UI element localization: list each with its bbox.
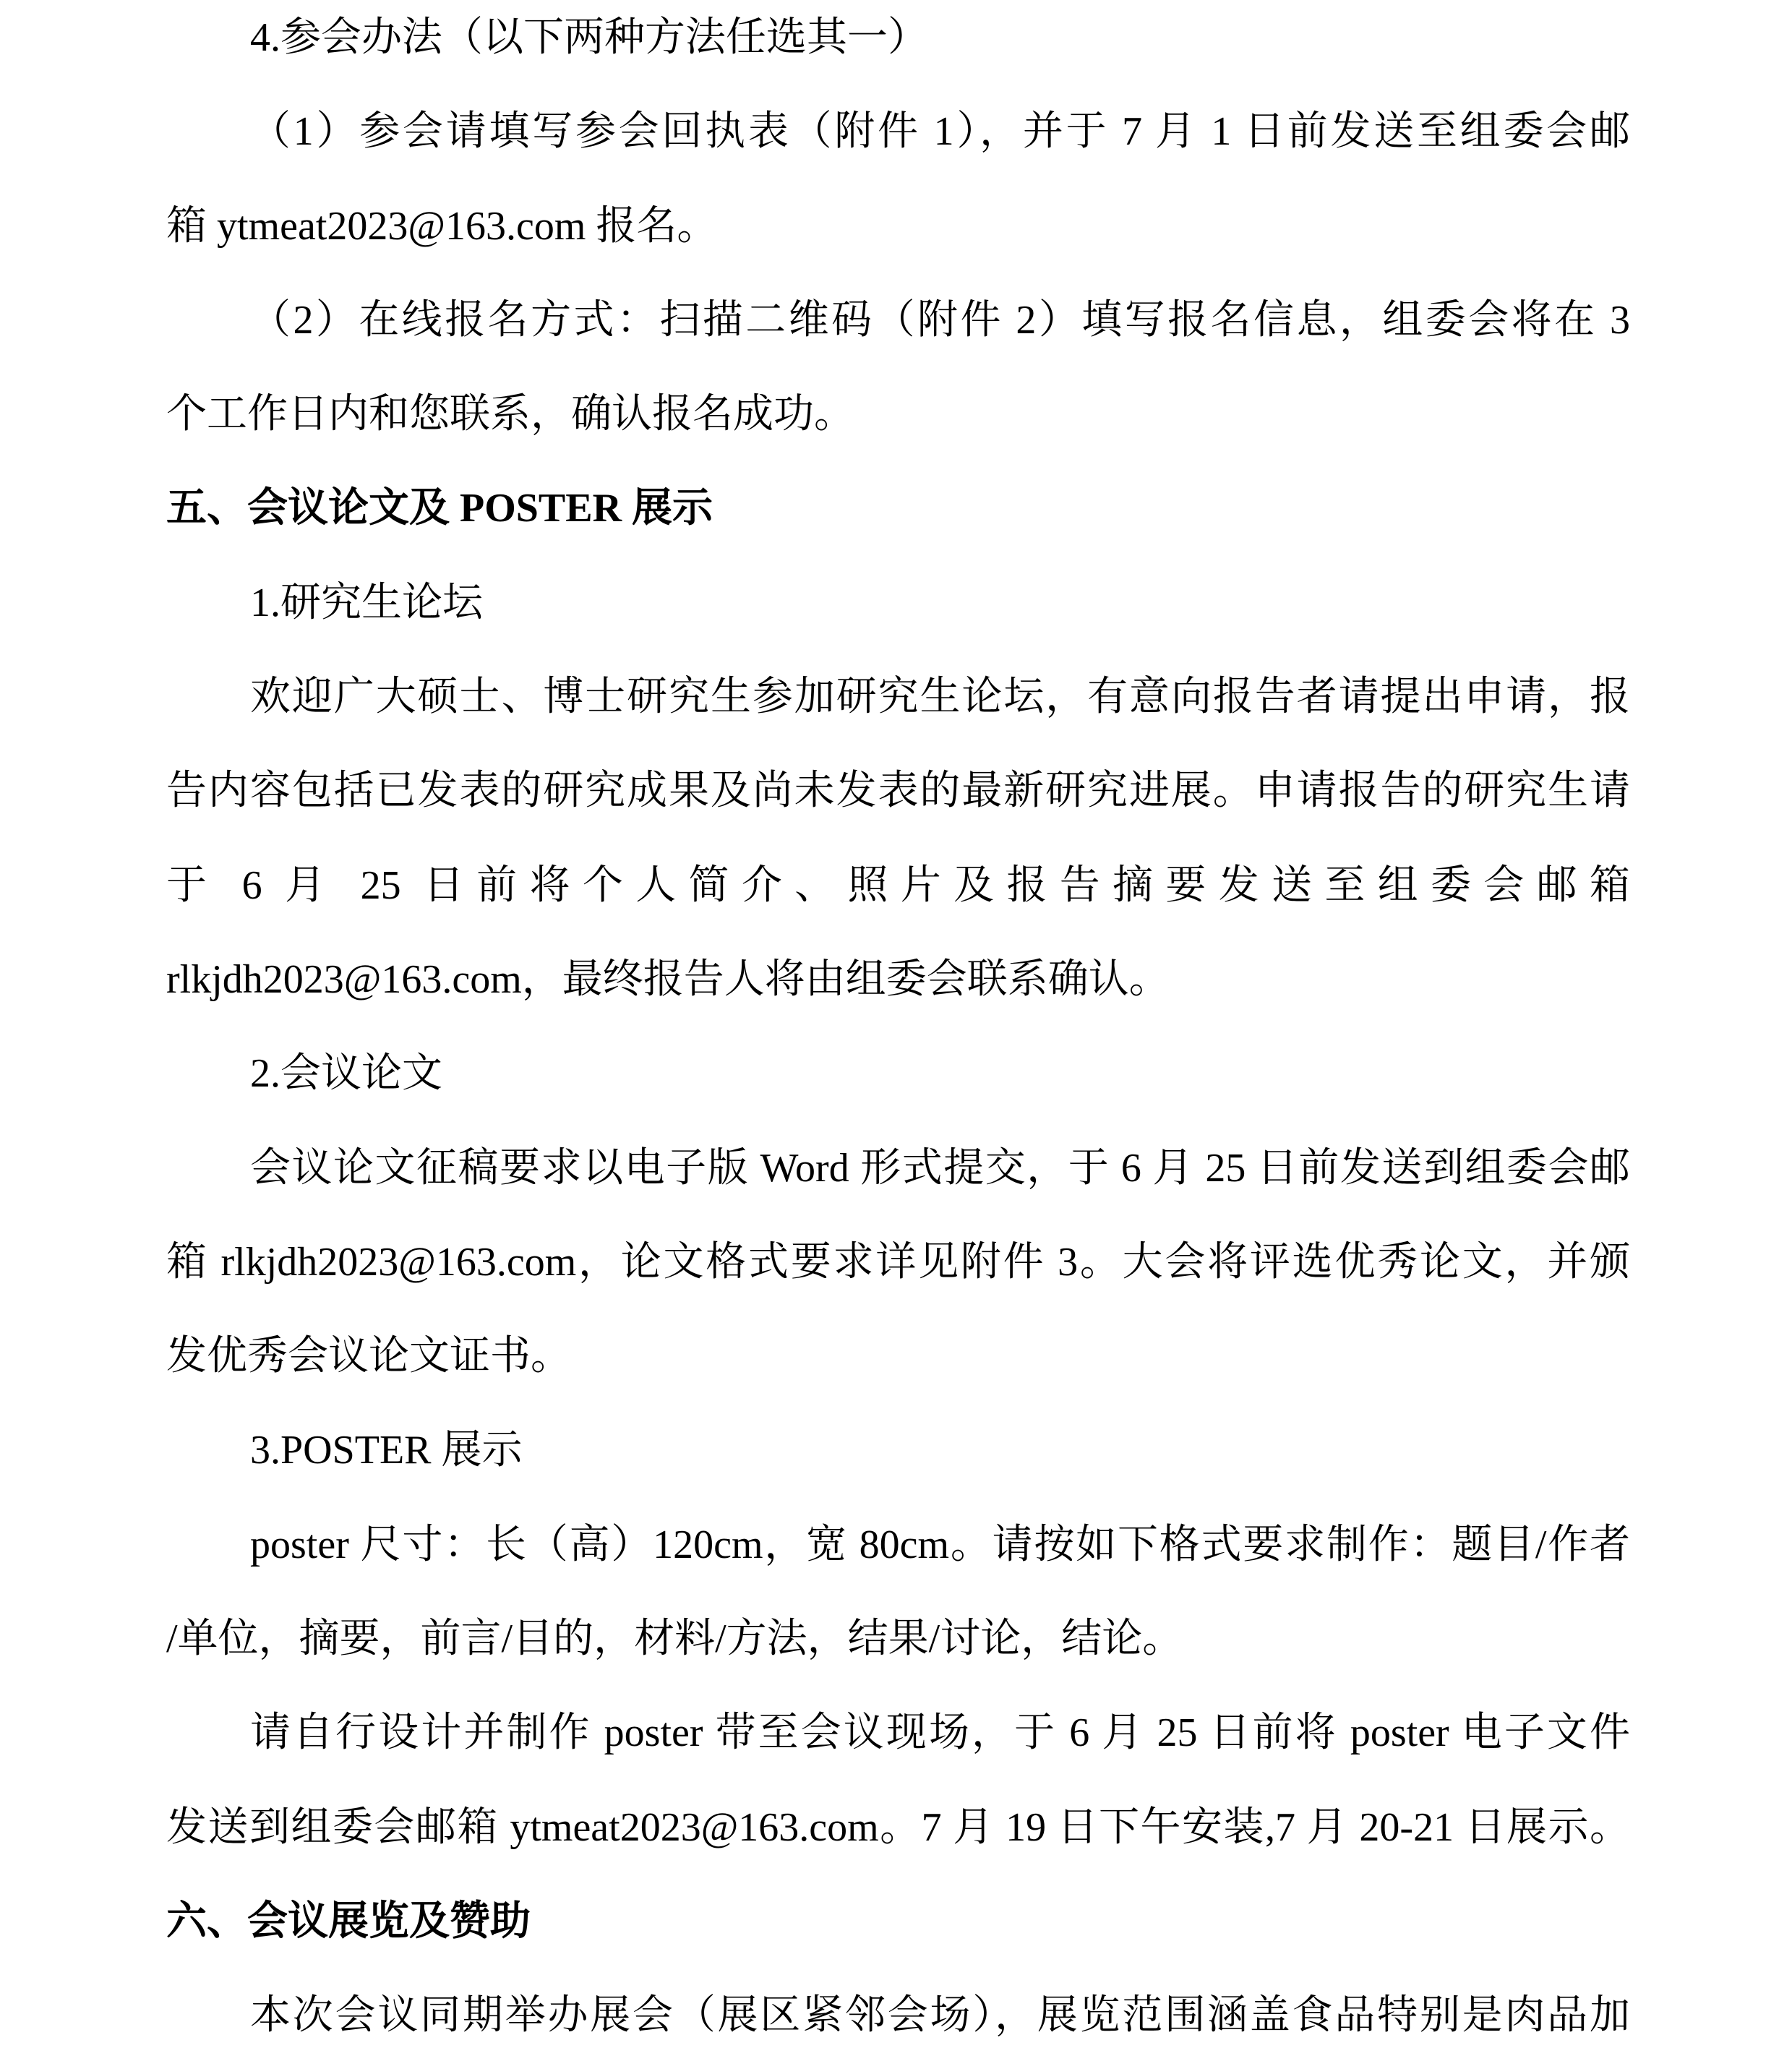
paragraph-line: poster 尺寸：长（高）120cm，宽 80cm。请按如下格式要求制作：题目/作者	[250, 1522, 1630, 1567]
paragraph-line: 欢迎广大硕士、博士研究生参加研究生论坛，有意向报告者请提出申请，报	[250, 674, 1630, 720]
paragraph-line: （2）在线报名方式：扫描二维码（附件 2）填写报名信息，组委会将在 3	[250, 297, 1630, 343]
paragraph-line: 本次会议同期举办展会（展区紧邻会场），展览范围涵盖食品特别是肉品加	[250, 1993, 1630, 2039]
paragraph-line: 发送到组委会邮箱 ytmeat2023@163.com。7 月 19 日下午安装,7 月 20-21 日展示。	[166, 1804, 1630, 1850]
item-1-heading: 1.研究生论坛	[250, 580, 483, 625]
paragraph-line: 于 6 月 25 日前将个人简介、照片及报告摘要发送至组委会邮箱	[166, 862, 1630, 908]
paragraph-line: /单位，摘要，前言/目的，材料/方法，结果/讨论，结论。	[166, 1616, 1183, 1662]
section-6-heading: 六、会议展览及赞助	[166, 1898, 531, 1944]
paragraph-line: 发优秀会议论文证书。	[166, 1334, 571, 1379]
paragraph-line: （1）参会请填写参会回执表（附件 1），并于 7 月 1 日前发送至组委会邮	[250, 109, 1630, 155]
item-4-heading: 4.参会办法（以下两种方法任选其一）	[250, 15, 928, 60]
paragraph-line: 箱 rlkjdh2023@163.com，论文格式要求详见附件 3。大会将评选优秀论文，并颁	[166, 1239, 1630, 1285]
paragraph-line: rlkjdh2023@163.com，最终报告人将由组委会联系确认。	[166, 956, 1170, 1002]
paragraph-line: 请自行设计并制作 poster 带至会议现场，于 6 月 25 日前将 poster 电子文件	[250, 1710, 1630, 1756]
item-2-heading: 2.会议论文	[250, 1051, 442, 1097]
paragraph-line: 箱 ytmeat2023@163.com 报名。	[166, 203, 718, 249]
section-5-heading: 五、会议论文及 POSTER 展示	[166, 486, 713, 531]
paragraph-line: 告内容包括已发表的研究成果及尚未发表的最新研究进展。申请报告的研究生请	[166, 768, 1630, 814]
item-3-heading: 3.POSTER 展示	[250, 1428, 523, 1473]
paragraph-line: 会议论文征稿要求以电子版 Word 形式提交，于 6 月 25 日前发送到组委会邮	[250, 1145, 1630, 1191]
paragraph-line: 个工作日内和您联系，确认报名成功。	[166, 392, 854, 437]
